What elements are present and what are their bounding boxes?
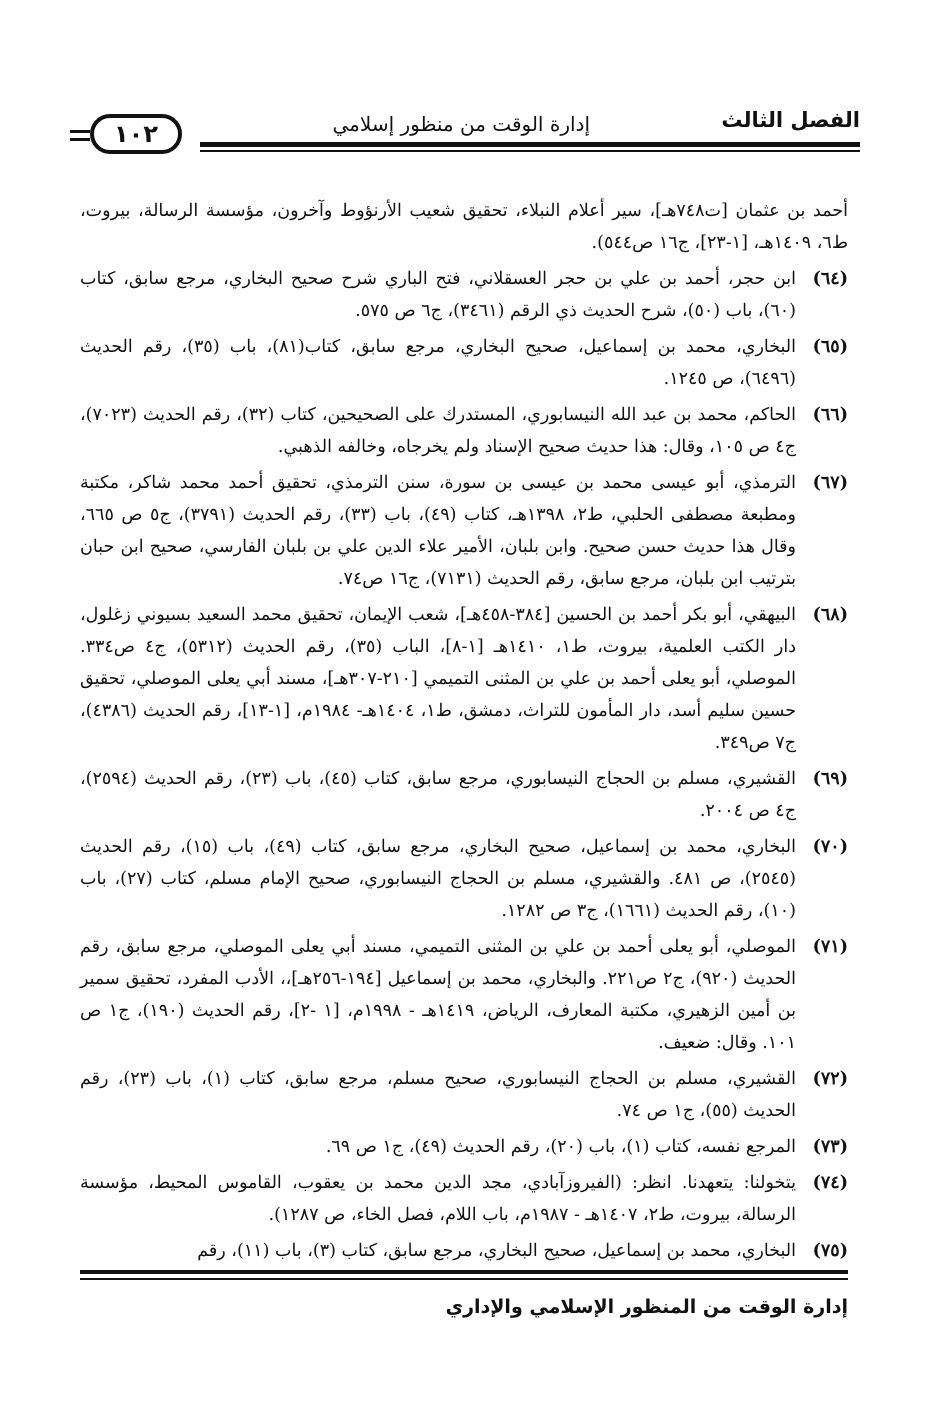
footnote-number: (٦٩)	[812, 769, 848, 789]
footnote-number: (٦٧)	[812, 473, 848, 493]
footnote-text: الترمذي، أبو عيسى محمد بن عيسى بن سورة، سنن الترمذي، تحقيق أحمد محمد شاكر، مكتبة ومطبعة مصطفى الحلبي، ط٢، ١٣٩٨هـ، كتاب (٤٩)، باب (٣٣)، رقم الحديث (٣٧٩١)، ج٥ ص ٦٦٥، وقال هذا حديث حسن صحيح. وابن بلبان، الأمير علاء الدين علي بن بلبان الفارسي، صحيح ابن حبان بترتيب ابن بلبان، مرجع سابق، رقم الحديث (٧١٣١)، ج١٦ ص٧٤.	[80, 473, 796, 589]
footnotes-body	[80, 195, 848, 1271]
footnote	[80, 399, 848, 463]
footnote	[80, 263, 848, 327]
footnote-number: (٧١)	[812, 937, 848, 957]
footnote-number: (٧٣)	[812, 1137, 848, 1157]
footnote	[80, 831, 848, 927]
header-rule-thin	[200, 150, 860, 152]
footnote-text: البخاري، محمد بن إسماعيل، صحيح البخاري، مرجع سابق، كتاب (٣)، باب (١١)، رقم	[197, 1241, 796, 1261]
footnote-number: (٦٥)	[812, 337, 848, 357]
footer-rule-thick	[80, 1270, 848, 1274]
footer-book-title: إدارة الوقت من المنظور الإسلامي والإداري	[445, 1296, 848, 1318]
footnote	[80, 1235, 848, 1267]
footnote	[80, 467, 848, 595]
page-header	[70, 100, 860, 160]
book-title: إدارة الوقت من منظور إسلامي	[332, 112, 590, 136]
page-number-dash	[70, 138, 90, 141]
footnote-number: (٦٤)	[812, 269, 848, 289]
footnote-text: الموصلي، أبو يعلى أحمد بن علي بن المثنى التميمي، مسند أبي يعلى الموصلي، مرجع سابق، رقم الحديث (٩٢٠)، ج٢ ص٢٢١. والبخاري، محمد بن إسماعيل [١٩٤-٢٥٦هـ]،، الأدب المفرد، تحقيق سمير بن أمين الزهيري، مكتبة المعارف، الرياض، ١٤١٩هـ - ١٩٩٨م، [١ -٢]، رقم الحديث (١٩٠)، ج١ ص ١٠١. وقال: ضعيف.	[80, 937, 797, 1053]
continued-footnote	[80, 195, 848, 259]
footnote-number: (٦٨)	[812, 605, 848, 625]
header-rule-thick	[200, 142, 860, 147]
footnote-text: القشيري، مسلم بن الحجاج النيسابوري، صحيح مسلم، مرجع سابق، كتاب (١)، باب (٢٣)، رقم الحديث (٥٥)، ج١ ص ٧٤.	[80, 1069, 796, 1121]
footnote-number: (٧٤)	[812, 1173, 848, 1193]
footnote	[80, 931, 848, 1059]
page-number-dash	[70, 130, 90, 133]
footnote-number: (٧٠)	[812, 837, 848, 857]
footnote-number: (٧٢)	[812, 1069, 848, 1089]
footnote	[80, 331, 848, 395]
footnote-text: المرجع نفسه، كتاب (١)، باب (٢٠)، رقم الحديث (٤٩)، ج١ ص ٦٩.	[325, 1137, 796, 1157]
footnote	[80, 1131, 848, 1163]
footnote	[80, 1167, 848, 1231]
footnote-text: البخاري، محمد بن إسماعيل، صحيح البخاري، مرجع سابق، كتاب(٨١)، باب (٣٥)، رقم الحديث (٦٤٩٦)، ص ١٢٤٥.	[80, 337, 796, 389]
page-number-ornament	[70, 114, 200, 166]
footnote-text: الحاكم، محمد بن عبد الله النيسابوري، المستدرك على الصحيحين، كتاب (٣٢)، رقم الحديث (٧٠٢٣)، ج٤ ص ١٠٥، وقال: هذا حديث صحيح الإسناد ولم يخرجاه، وخالفه الذهبي.	[80, 405, 796, 457]
footnote-text: القشيري، مسلم بن الحجاج النيسابوري، مرجع سابق، كتاب (٤٥)، باب (٢٣)، رقم الحديث (٢٥٩٤)، ج٤ ص ٢٠٠٤.	[80, 769, 796, 821]
footnote-text: البخاري، محمد بن إسماعيل، صحيح البخاري، مرجع سابق، كتاب (٤٩)، باب (١٥)، رقم الحديث (٢٥٤٥)، ص ٤٨١. والقشيري، مسلم بن الحجاج النيسابوري، صحيح الإمام مسلم، كتاب (٢٧)، باب (١٠)، رقم الحديث (١٦٦١)، ج٣ ص ١٢٨٢.	[80, 837, 796, 921]
chapter-title: الفصل الثالث	[721, 108, 860, 132]
footnote-text: البيهقي، أبو بكر أحمد بن الحسين [٣٨٤-٤٥٨هـ]، شعب الإيمان، تحقيق محمد السعيد بسيوني زغلول، دار الكتب العلمية، بيروت، ط١، ١٤١٠هـ [١-٨]، الباب (٣٥)، رقم الحديث (٥٣١٢)، ج٤ ص٣٣٤. الموصلي، أبو يعلى أحمد بن علي بن المثنى التميمي [٢١٠-٣٠٧هـ]، مسند أبي يعلى الموصلي، تحقيق حسين سليم أسد، دار المأمون للتراث، دمشق، ط١، ١٤٠٤هـ- ١٩٨٤م، [١-١٣]، رقم الحديث (٤٣٨٦)، ج٧ ص٣٤٩.	[80, 605, 797, 753]
footnote	[80, 763, 848, 827]
page-number: ١٠٢	[90, 114, 182, 154]
footnote-number: (٦٦)	[812, 405, 848, 425]
footnote-text: أحمد بن عثمان [ت٧٤٨هـ]، سير أعلام النبلاء، تحقيق شعيب الأرنؤوط وآخرون، مؤسسة الرسالة، بيروت، ط٦، ١٤٠٩هـ، [١-٢٣]، ج١٦ ص٥٤٤).	[80, 201, 848, 253]
footnote-text: يتخولنا: يتعهدنا. انظر: (الفيروزآبادي، مجد الدين محمد بن يعقوب، القاموس المحيط، مؤسسة الرسالة، بيروت، ط٢، ١٤٠٧هـ - ١٩٨٧م، باب اللام، فصل الخاء، ص ١٢٨٧).	[80, 1173, 796, 1225]
footnote-number: (٧٥)	[812, 1241, 848, 1261]
footnote	[80, 599, 848, 759]
footnote	[80, 1063, 848, 1127]
footnote-text: ابن حجر، أحمد بن علي بن حجر العسقلاني، فتح الباري شرح صحيح البخاري، مرجع سابق، كتاب (٦٠)، باب (٥٠)، شرح الحديث ذي الرقم (٣٤٦١)، ج٦ ص ٥٧٥.	[80, 269, 796, 321]
footer-rule-thin	[80, 1278, 848, 1280]
